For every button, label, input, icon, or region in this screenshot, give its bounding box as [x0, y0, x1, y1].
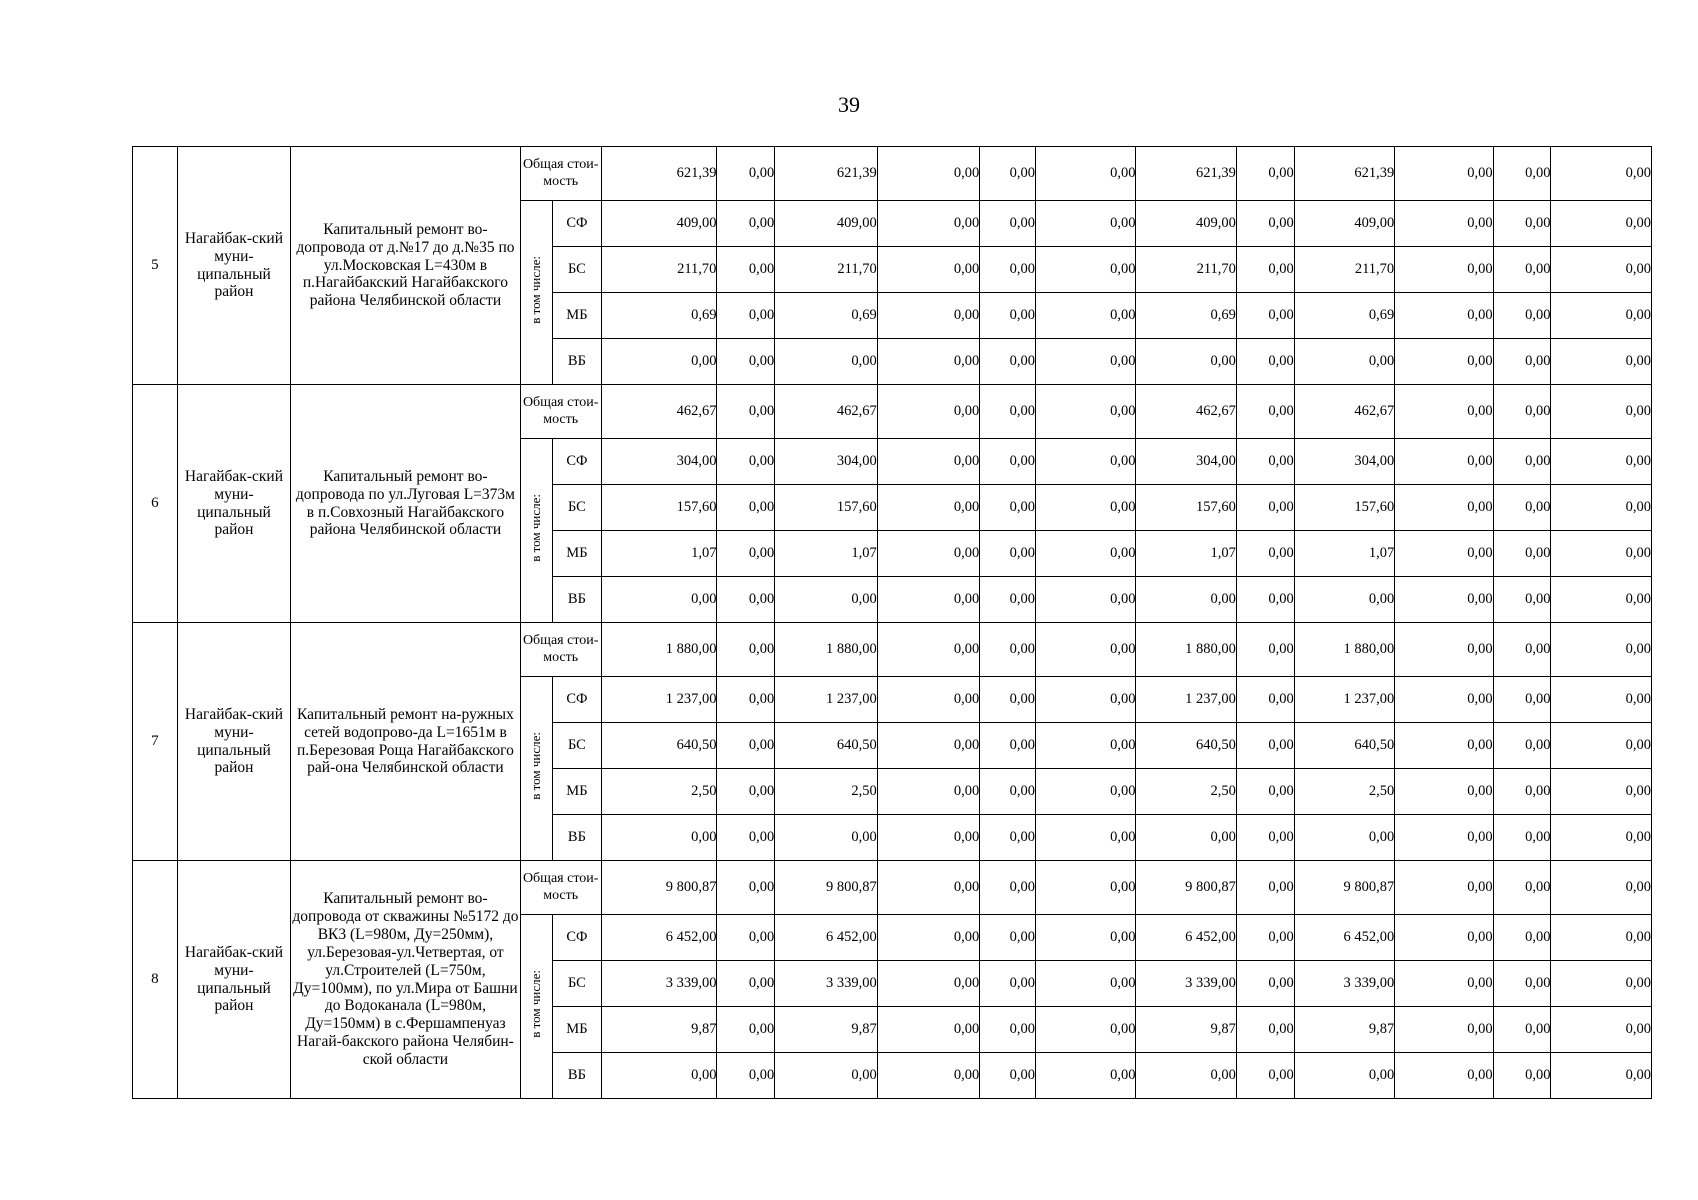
value-cell: 0,00 — [601, 577, 717, 623]
value-cell: 0,00 — [980, 1053, 1036, 1099]
value-cell: 0,00 — [717, 961, 775, 1007]
value-cell: 0,00 — [1294, 1053, 1394, 1099]
value-cell: 0,00 — [1493, 147, 1551, 201]
value-cell: 0,00 — [980, 439, 1036, 485]
value-cell: 409,00 — [1136, 201, 1236, 247]
funding-source: ВБ — [553, 339, 602, 385]
value-cell: 1,07 — [775, 531, 877, 577]
value-cell: 0,00 — [1493, 677, 1551, 723]
row-number: 6 — [133, 385, 178, 623]
value-cell: 0,00 — [980, 201, 1036, 247]
including-label-cell — [520, 915, 552, 1099]
value-cell: 157,60 — [601, 485, 717, 531]
value-cell: 621,39 — [601, 147, 717, 201]
value-cell: 0,00 — [877, 293, 979, 339]
value-cell: 0,00 — [1236, 623, 1294, 677]
value-cell: 0,00 — [1551, 769, 1652, 815]
value-cell: 1 880,00 — [1294, 623, 1394, 677]
value-cell: 0,00 — [601, 1053, 717, 1099]
value-cell: 0,00 — [1036, 623, 1136, 677]
value-cell: 0,00 — [980, 293, 1036, 339]
value-cell: 0,00 — [775, 815, 877, 861]
value-cell: 0,00 — [877, 385, 979, 439]
value-cell: 1 237,00 — [775, 677, 877, 723]
value-cell: 157,60 — [775, 485, 877, 531]
value-cell: 0,00 — [877, 577, 979, 623]
value-cell: 3 339,00 — [1136, 961, 1236, 1007]
value-cell: 0,00 — [1036, 293, 1136, 339]
page-number: 39 — [838, 92, 860, 117]
row-number: 7 — [133, 623, 178, 861]
total-cost-label: Общая стои-мость — [520, 861, 601, 915]
value-cell: 0,00 — [1036, 439, 1136, 485]
value-cell: 0,00 — [980, 815, 1036, 861]
value-cell: 0,00 — [1551, 915, 1652, 961]
value-cell: 621,39 — [1294, 147, 1394, 201]
value-cell: 0,00 — [1236, 485, 1294, 531]
value-cell: 3 339,00 — [601, 961, 717, 1007]
value-cell: 0,00 — [1236, 723, 1294, 769]
value-cell: 0,00 — [877, 815, 979, 861]
value-cell: 0,00 — [1395, 385, 1493, 439]
value-cell: 0,00 — [1551, 577, 1652, 623]
total-cost-label: Общая стои-мость — [520, 623, 601, 677]
row-number: 8 — [133, 861, 178, 1099]
value-cell: 640,50 — [1294, 723, 1394, 769]
project-name: Капитальный ремонт на-ружных сетей водопрово-да L=1651м в п.Березовая Роща Нагайбакского рай-она Челябинской области — [291, 623, 520, 861]
value-cell: 0,00 — [1395, 577, 1493, 623]
value-cell: 0,00 — [1236, 1053, 1294, 1099]
value-cell: 304,00 — [1136, 439, 1236, 485]
value-cell: 1 880,00 — [775, 623, 877, 677]
value-cell: 0,00 — [717, 147, 775, 201]
value-cell: 0,00 — [1395, 293, 1493, 339]
value-cell: 0,00 — [1236, 439, 1294, 485]
value-cell: 0,00 — [1551, 439, 1652, 485]
value-cell: 211,70 — [775, 247, 877, 293]
value-cell: 0,00 — [980, 677, 1036, 723]
value-cell: 0,00 — [1395, 485, 1493, 531]
value-cell: 0,00 — [1551, 247, 1652, 293]
value-cell: 0,00 — [1236, 293, 1294, 339]
value-cell: 0,00 — [980, 247, 1036, 293]
value-cell: 0,00 — [980, 623, 1036, 677]
value-cell: 0,00 — [1136, 1053, 1236, 1099]
funding-source: МБ — [553, 769, 602, 815]
value-cell: 0,00 — [980, 147, 1036, 201]
value-cell: 0,00 — [1395, 531, 1493, 577]
value-cell: 0,00 — [980, 485, 1036, 531]
value-cell: 0,00 — [1551, 293, 1652, 339]
value-cell: 3 339,00 — [775, 961, 877, 1007]
value-cell: 409,00 — [601, 201, 717, 247]
value-cell: 0,00 — [877, 1007, 979, 1053]
value-cell: 0,00 — [980, 769, 1036, 815]
value-cell: 0,00 — [1036, 915, 1136, 961]
value-cell: 0,00 — [1493, 623, 1551, 677]
value-cell: 0,00 — [1236, 915, 1294, 961]
project-name: Капитальный ремонт во-допровода по ул.Луговая L=373м в п.Совхозный Нагайбакского района Челябинской области — [291, 385, 520, 623]
value-cell: 462,67 — [1294, 385, 1394, 439]
including-label: в том числе: — [527, 731, 543, 800]
value-cell: 0,00 — [1493, 1007, 1551, 1053]
value-cell: 0,00 — [1395, 769, 1493, 815]
value-cell: 6 452,00 — [1136, 915, 1236, 961]
value-cell: 0,00 — [1493, 485, 1551, 531]
value-cell: 1 237,00 — [1136, 677, 1236, 723]
value-cell: 0,00 — [877, 531, 979, 577]
value-cell: 2,50 — [1136, 769, 1236, 815]
value-cell: 0,00 — [1236, 577, 1294, 623]
value-cell: 304,00 — [601, 439, 717, 485]
funding-source: ВБ — [553, 815, 602, 861]
value-cell: 0,00 — [877, 201, 979, 247]
including-label-cell — [520, 439, 552, 623]
value-cell: 0,00 — [717, 1007, 775, 1053]
value-cell: 0,00 — [717, 677, 775, 723]
value-cell: 0,00 — [1036, 531, 1136, 577]
value-cell: 0,00 — [1395, 915, 1493, 961]
value-cell: 0,00 — [1551, 339, 1652, 385]
value-cell: 0,00 — [1036, 1007, 1136, 1053]
value-cell: 0,00 — [877, 769, 979, 815]
funding-source: МБ — [553, 1007, 602, 1053]
value-cell: 0,00 — [1395, 861, 1493, 915]
value-cell: 0,00 — [1493, 861, 1551, 915]
value-cell: 0,00 — [877, 339, 979, 385]
value-cell: 0,00 — [1036, 861, 1136, 915]
value-cell: 0,00 — [877, 723, 979, 769]
funding-source: МБ — [553, 531, 602, 577]
value-cell: 0,00 — [1294, 339, 1394, 385]
value-cell: 0,00 — [1493, 247, 1551, 293]
funding-source: СФ — [553, 439, 602, 485]
value-cell: 0,00 — [1551, 723, 1652, 769]
value-cell: 409,00 — [775, 201, 877, 247]
value-cell: 0,00 — [1236, 385, 1294, 439]
value-cell: 0,00 — [1493, 385, 1551, 439]
value-cell: 462,67 — [601, 385, 717, 439]
value-cell: 0,00 — [1395, 623, 1493, 677]
value-cell: 2,50 — [1294, 769, 1394, 815]
value-cell: 0,00 — [717, 247, 775, 293]
value-cell: 0,00 — [1136, 815, 1236, 861]
value-cell: 0,00 — [601, 815, 717, 861]
value-cell: 9 800,87 — [601, 861, 717, 915]
value-cell: 0,00 — [1036, 1053, 1136, 1099]
value-cell: 0,00 — [717, 1053, 775, 1099]
funding-source: ВБ — [553, 1053, 602, 1099]
value-cell: 0,00 — [980, 723, 1036, 769]
value-cell: 0,00 — [877, 677, 979, 723]
project-name: Капитальный ремонт во-допровода от д.№17 до д.№35 по ул.Московская L=430м в п.Нагайбакский Нагайбакского района Челябинской области — [291, 147, 520, 385]
value-cell: 0,69 — [601, 293, 717, 339]
value-cell: 0,00 — [1493, 1053, 1551, 1099]
value-cell: 1 237,00 — [1294, 677, 1394, 723]
total-row — [133, 385, 1652, 439]
including-label: в том числе: — [527, 255, 543, 324]
value-cell: 0,00 — [1551, 623, 1652, 677]
value-cell: 9 800,87 — [775, 861, 877, 915]
value-cell: 0,00 — [717, 531, 775, 577]
including-label-cell — [520, 677, 552, 861]
total-row — [133, 623, 1652, 677]
value-cell: 1,07 — [1294, 531, 1394, 577]
value-cell: 409,00 — [1294, 201, 1394, 247]
value-cell: 1 880,00 — [1136, 623, 1236, 677]
value-cell: 0,00 — [1395, 147, 1493, 201]
value-cell: 0,00 — [1236, 147, 1294, 201]
district-name: Нагайбак-ский муни-ципальный район — [177, 861, 291, 1099]
value-cell: 0,00 — [1493, 769, 1551, 815]
value-cell: 9,87 — [775, 1007, 877, 1053]
value-cell: 640,50 — [601, 723, 717, 769]
value-cell: 2,50 — [775, 769, 877, 815]
value-cell: 1 880,00 — [601, 623, 717, 677]
value-cell: 0,00 — [1493, 439, 1551, 485]
value-cell: 0,00 — [980, 339, 1036, 385]
value-cell: 0,00 — [1551, 201, 1652, 247]
value-cell: 157,60 — [1294, 485, 1394, 531]
value-cell: 0,00 — [877, 1053, 979, 1099]
value-cell: 0,00 — [980, 915, 1036, 961]
district-name: Нагайбак-ский муни-ципальный район — [177, 385, 291, 623]
value-cell: 6 452,00 — [1294, 915, 1394, 961]
value-cell: 0,00 — [1395, 439, 1493, 485]
value-cell: 0,00 — [1493, 815, 1551, 861]
value-cell: 9,87 — [1136, 1007, 1236, 1053]
value-cell: 0,00 — [1551, 961, 1652, 1007]
row-number: 5 — [133, 147, 178, 385]
value-cell: 0,00 — [717, 623, 775, 677]
value-cell: 0,00 — [775, 577, 877, 623]
value-cell: 0,69 — [1294, 293, 1394, 339]
value-cell: 0,00 — [1395, 815, 1493, 861]
value-cell: 0,00 — [1036, 961, 1136, 1007]
value-cell: 0,00 — [1395, 201, 1493, 247]
value-cell: 0,00 — [1036, 769, 1136, 815]
value-cell: 0,00 — [877, 915, 979, 961]
value-cell: 0,00 — [1236, 339, 1294, 385]
value-cell: 0,00 — [1036, 201, 1136, 247]
value-cell: 0,00 — [1236, 769, 1294, 815]
funding-source: СФ — [553, 915, 602, 961]
value-cell: 0,00 — [1551, 1007, 1652, 1053]
value-cell: 0,00 — [1551, 485, 1652, 531]
funding-source: БС — [553, 723, 602, 769]
funding-source: БС — [553, 485, 602, 531]
value-cell: 0,00 — [1395, 247, 1493, 293]
total-row — [133, 861, 1652, 915]
value-cell: 211,70 — [1294, 247, 1394, 293]
value-cell: 1,07 — [601, 531, 717, 577]
value-cell: 0,00 — [980, 385, 1036, 439]
value-cell: 0,00 — [775, 1053, 877, 1099]
value-cell: 0,00 — [877, 485, 979, 531]
financing-table — [132, 146, 1652, 1099]
value-cell: 0,00 — [1493, 201, 1551, 247]
value-cell: 0,00 — [1493, 915, 1551, 961]
funding-source: СФ — [553, 677, 602, 723]
value-cell: 9 800,87 — [1136, 861, 1236, 915]
value-cell: 304,00 — [775, 439, 877, 485]
value-cell: 0,00 — [980, 961, 1036, 1007]
value-cell: 0,00 — [1395, 677, 1493, 723]
value-cell: 621,39 — [775, 147, 877, 201]
value-cell: 157,60 — [1136, 485, 1236, 531]
value-cell: 0,00 — [877, 247, 979, 293]
value-cell: 0,00 — [980, 861, 1036, 915]
funding-source: БС — [553, 247, 602, 293]
value-cell: 0,00 — [1493, 723, 1551, 769]
value-cell: 0,00 — [980, 1007, 1036, 1053]
value-cell: 0,00 — [980, 531, 1036, 577]
value-cell: 0,00 — [1551, 385, 1652, 439]
value-cell: 304,00 — [1294, 439, 1394, 485]
value-cell: 9,87 — [1294, 1007, 1394, 1053]
value-cell: 0,00 — [1551, 861, 1652, 915]
value-cell: 0,00 — [1294, 577, 1394, 623]
value-cell: 0,00 — [717, 815, 775, 861]
value-cell: 0,00 — [1551, 815, 1652, 861]
district-name: Нагайбак-ский муни-ципальный район — [177, 147, 291, 385]
value-cell: 0,00 — [1236, 531, 1294, 577]
value-cell: 0,00 — [877, 861, 979, 915]
value-cell: 462,67 — [1136, 385, 1236, 439]
value-cell: 0,00 — [1551, 677, 1652, 723]
value-cell: 0,00 — [1493, 961, 1551, 1007]
value-cell: 0,00 — [717, 769, 775, 815]
funding-source: ВБ — [553, 577, 602, 623]
value-cell: 0,00 — [717, 485, 775, 531]
value-cell: 0,00 — [1036, 723, 1136, 769]
value-cell: 462,67 — [775, 385, 877, 439]
value-cell: 0,00 — [1236, 1007, 1294, 1053]
value-cell: 0,00 — [1036, 815, 1136, 861]
value-cell: 0,00 — [1136, 339, 1236, 385]
total-cost-label: Общая стои-мость — [520, 385, 601, 439]
value-cell: 0,00 — [1395, 339, 1493, 385]
value-cell: 0,00 — [1551, 147, 1652, 201]
value-cell: 0,00 — [1395, 961, 1493, 1007]
value-cell: 0,00 — [717, 385, 775, 439]
total-row — [133, 147, 1652, 201]
value-cell: 9,87 — [601, 1007, 717, 1053]
value-cell: 0,00 — [1551, 531, 1652, 577]
value-cell: 0,00 — [1493, 339, 1551, 385]
value-cell: 0,00 — [1551, 1053, 1652, 1099]
value-cell: 0,00 — [1036, 485, 1136, 531]
total-cost-label: Общая стои-мость — [520, 147, 601, 201]
value-cell: 0,00 — [717, 861, 775, 915]
value-cell: 0,00 — [717, 339, 775, 385]
value-cell: 9 800,87 — [1294, 861, 1394, 915]
value-cell: 0,69 — [1136, 293, 1236, 339]
value-cell: 1 237,00 — [601, 677, 717, 723]
value-cell: 0,00 — [1236, 815, 1294, 861]
value-cell: 0,00 — [877, 147, 979, 201]
including-label-cell — [520, 201, 552, 385]
value-cell: 0,00 — [877, 623, 979, 677]
value-cell: 1,07 — [1136, 531, 1236, 577]
value-cell: 640,50 — [1136, 723, 1236, 769]
value-cell: 0,00 — [1236, 677, 1294, 723]
value-cell: 0,00 — [1493, 577, 1551, 623]
value-cell: 211,70 — [1136, 247, 1236, 293]
value-cell: 2,50 — [601, 769, 717, 815]
value-cell: 0,00 — [717, 577, 775, 623]
value-cell: 0,00 — [1236, 961, 1294, 1007]
value-cell: 0,00 — [1036, 247, 1136, 293]
value-cell: 0,00 — [1036, 147, 1136, 201]
value-cell: 6 452,00 — [775, 915, 877, 961]
value-cell: 640,50 — [775, 723, 877, 769]
value-cell: 0,00 — [1294, 815, 1394, 861]
value-cell: 0,00 — [1493, 531, 1551, 577]
value-cell: 0,00 — [1395, 1007, 1493, 1053]
value-cell: 0,00 — [1036, 385, 1136, 439]
value-cell: 0,00 — [877, 439, 979, 485]
value-cell: 211,70 — [601, 247, 717, 293]
value-cell: 0,00 — [1236, 201, 1294, 247]
value-cell: 0,00 — [1036, 339, 1136, 385]
value-cell: 0,00 — [717, 439, 775, 485]
value-cell: 0,00 — [601, 339, 717, 385]
including-label: в том числе: — [527, 493, 543, 562]
value-cell: 0,00 — [980, 577, 1036, 623]
value-cell: 0,00 — [717, 293, 775, 339]
value-cell: 3 339,00 — [1294, 961, 1394, 1007]
district-name: Нагайбак-ский муни-ципальный район — [177, 623, 291, 861]
value-cell: 0,00 — [775, 339, 877, 385]
value-cell: 0,00 — [717, 201, 775, 247]
including-label: в том числе: — [527, 969, 543, 1038]
value-cell: 0,00 — [1493, 293, 1551, 339]
value-cell: 6 452,00 — [601, 915, 717, 961]
value-cell: 0,00 — [1136, 577, 1236, 623]
value-cell: 0,00 — [717, 723, 775, 769]
value-cell: 0,00 — [877, 961, 979, 1007]
funding-source: МБ — [553, 293, 602, 339]
value-cell: 621,39 — [1136, 147, 1236, 201]
value-cell: 0,00 — [1036, 577, 1136, 623]
project-name: Капитальный ремонт во-допровода от скважины №5172 до ВК3 (L=980м, Ду=250мм), ул.Березовая-ул.Четвертая, от ул.Строителей (L=750м, Ду=100мм), по ул.Мира от Башни до Водоканала (L=980м, Ду=150мм) в с.Фершампенуаз Нагай-бакского района Челябин-ской области — [291, 861, 520, 1099]
value-cell: 0,69 — [775, 293, 877, 339]
funding-source: БС — [553, 961, 602, 1007]
value-cell: 0,00 — [1395, 1053, 1493, 1099]
funding-source: СФ — [553, 201, 602, 247]
value-cell: 0,00 — [717, 915, 775, 961]
value-cell: 0,00 — [1236, 861, 1294, 915]
value-cell: 0,00 — [1036, 677, 1136, 723]
value-cell: 0,00 — [1236, 247, 1294, 293]
value-cell: 0,00 — [1395, 723, 1493, 769]
